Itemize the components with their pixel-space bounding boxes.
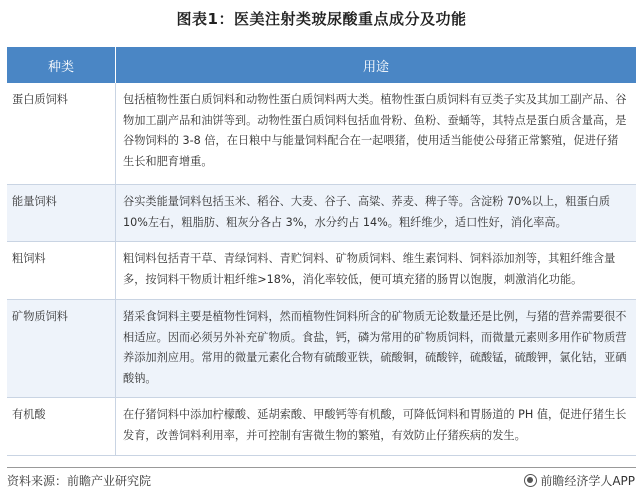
- row-kind: 有机酸: [7, 398, 116, 456]
- feed-table: [7, 47, 636, 456]
- table-header-row: [7, 47, 636, 83]
- brand-mark: [524, 472, 635, 489]
- row-usage: 谷实类能量饲料包括玉米、稻谷、大麦、谷子、高粱、荞麦、稗子等。含淀粉 70%以上，粗蛋白质10%左右，粗脂肪、粗灰分各占 3%，水分约占 14%。粗纤维少，适口性好，消化率高。: [116, 185, 637, 242]
- row-usage: 粗饲料包括青干草、青绿饲料、青贮饲料、矿物质饲料、维生素饲料、饲料添加剂等，其粗纤维含量多，按饲料干物质计粗纤维>18%，消化率较低，便可填充猪的肠胃以饱腹，刺激消化功能。: [116, 242, 637, 300]
- page-title: 图表1：医美注射类玻尿酸重点成分及功能: [176, 10, 467, 28]
- source-note: 资料来源：前瞻产业研究院: [7, 474, 152, 488]
- brand-label: 前瞻经济学人APP: [540, 474, 635, 488]
- row-usage: 包括植物性蛋白质饲料和动物性蛋白质饲料两大类。植物性蛋白质饲料有豆类子实及其加工副产品、谷物加工副产品和油饼等到。动物性蛋白质饲料包括血骨粉、鱼粉、蚕蛹等，其特点是蛋白质含量高，是谷物饲料的 3-8 倍，在日粮中与能量饲料配合在一起喂猪，使用适当能使公母猪正常繁殖，促进仔猪生长和肥育增重。: [116, 83, 637, 185]
- table-row: [7, 300, 636, 398]
- row-kind: 蛋白质饲料: [7, 83, 116, 185]
- table-row: [7, 83, 636, 185]
- table-row: [7, 185, 636, 242]
- table-row: [7, 242, 636, 300]
- column-header-kind: 种类: [7, 47, 116, 83]
- row-kind: 能量饲料: [7, 185, 116, 242]
- table-row: [7, 398, 636, 456]
- row-kind: 粗饲料: [7, 242, 116, 300]
- row-usage: 猪采食饲料主要是植物性饲料，然而植物性饲料所含的矿物质无论数量还是比例，与猪的营养需要很不相适应。因而必须另外补充矿物质。食盐，钙，磷为常用的矿物质饲料，而微量元素则多用作矿物质营养添加剂应用。常用的微量元素化合物有硫酸亚铁，硫酸铜，硫酸锌，硫酸锰，硫酸钾，氯化钴，亚硒酸钠。: [116, 300, 637, 398]
- row-kind: 矿物质饲料: [7, 300, 116, 398]
- column-header-usage: 用途: [116, 47, 637, 83]
- qianzhan-logo-icon: [524, 474, 537, 487]
- footer-divider: [7, 467, 636, 468]
- row-usage: 在仔猪饲料中添加柠檬酸、延胡索酸、甲酸钙等有机酸，可降低饲料和胃肠道的 PH 值，促进仔猪生长发育，改善饲料利用率，并可控制有害微生物的繁殖，有效防止仔猪疾病的发生。: [116, 398, 637, 456]
